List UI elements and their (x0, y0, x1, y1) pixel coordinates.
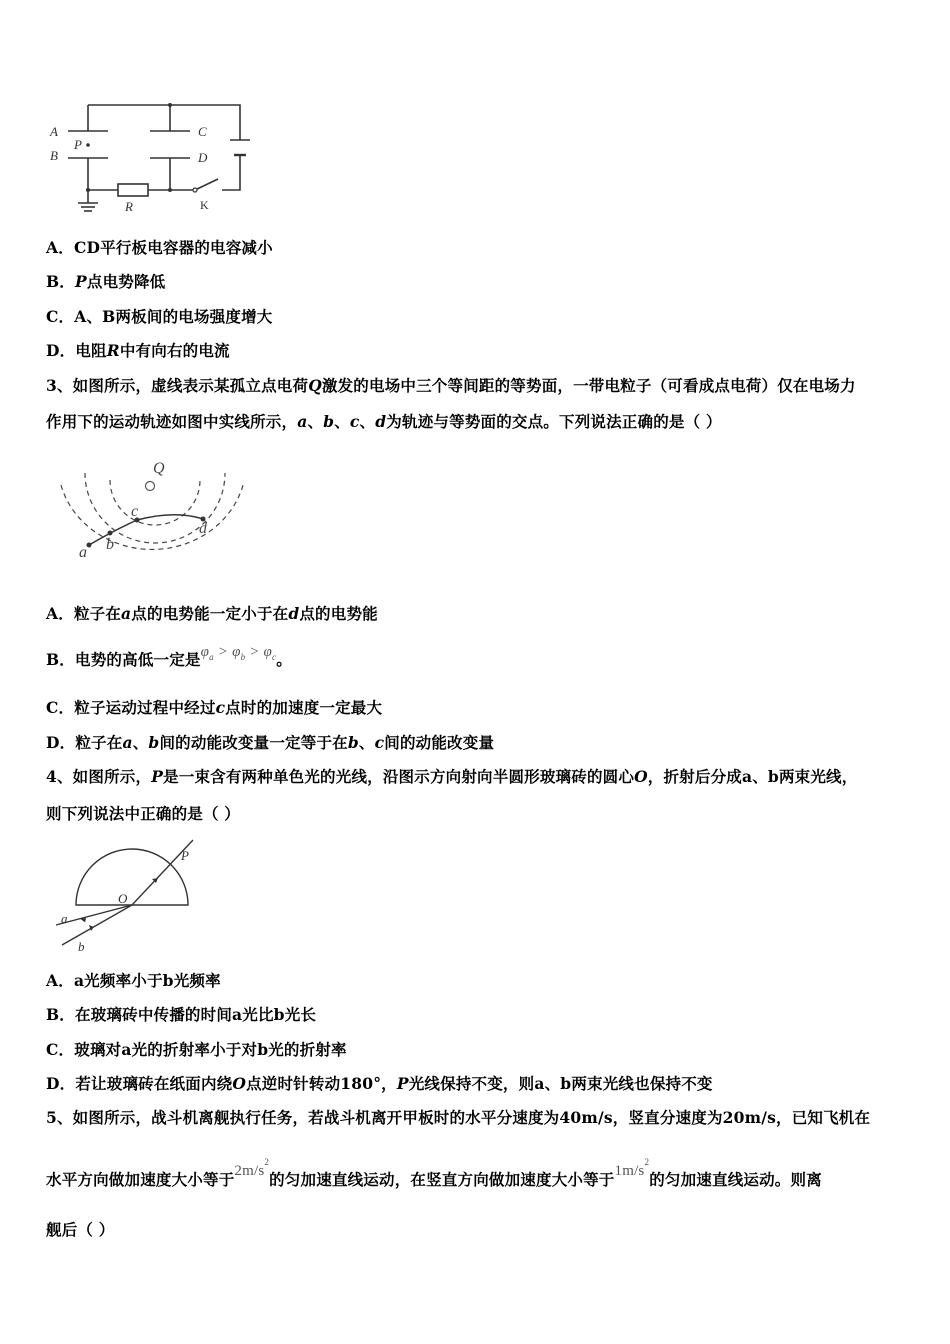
q3-stem-line2: 作用下的运动轨迹如图中实线所示，a、b、c、d为轨迹与等势面的交点。下列说法正确的是（ ） (46, 412, 722, 431)
q3-option-c[interactable]: C．粒子运动过程中经过c点时的加速度一定最大 (46, 698, 383, 717)
glass-prism-figure (48, 835, 218, 960)
label-R: R (125, 199, 133, 214)
q4-option-c[interactable]: C．玻璃对a光的折射率小于对b光的折射率 (46, 1040, 347, 1059)
label-C: C (198, 124, 207, 139)
label-P: P (74, 137, 82, 152)
label-P: P (181, 848, 189, 863)
label-b: b (106, 536, 114, 553)
q3-option-b[interactable]: B．电势的高低一定是$\varphi_a > \varphi_b > \varphi_c$。 (46, 644, 292, 669)
circuit-figure (40, 95, 265, 220)
label-K: K (200, 198, 209, 212)
q5-stem-line1: 5、如图所示，战斗机离舰执行任务，若战斗机离开甲板时的水平分速度为40m/s，竖直分速度为20m/s，已知飞机在 (46, 1108, 871, 1127)
q2-option-a[interactable]: A．CD平行板电容器的电容减小 (46, 238, 273, 257)
q4-stem-line2: 则下列说法中正确的是（ ） (46, 804, 240, 823)
q2-option-d[interactable]: D．电阻R中有向右的电流 (46, 341, 230, 360)
label-D: D (198, 150, 208, 165)
q2-option-b[interactable]: B．P点电势降低 (46, 272, 166, 291)
label-Q: Q (153, 460, 165, 477)
q3-option-d[interactable]: D．粒子在a、b间的动能改变量一定等于在b、c间的动能改变量 (46, 733, 495, 752)
label-B: B (50, 148, 58, 163)
label-O: O (118, 891, 128, 906)
q4-option-d[interactable]: D．若让玻璃砖在纸面内绕O点逆时针转动180°，P光线保持不变，则a、b两束光线也保持不变 (46, 1074, 713, 1093)
label-c: c (131, 503, 139, 520)
q4-option-b[interactable]: B．在玻璃砖中传播的时间a光比b光长 (46, 1005, 317, 1024)
label-a: a (61, 911, 68, 926)
label-a: a (79, 544, 87, 561)
equipotential-figure (55, 455, 255, 580)
q5-stem-line2: 水平方向做加速度大小等于$2m/s^2$的匀加速直线运动，在竖直方向做加速度大小等于$1m/s^2$的匀加速直线运动。则离 (46, 1157, 822, 1189)
q5-stem-line3: 舰后（ ） (46, 1220, 115, 1239)
q3-stem-line1: 3、如图所示，虚线表示某孤立点电荷Q激发的电场中三个等间距的等势面，一带电粒子（可看成点电荷）仅在电场力 (46, 376, 856, 395)
q3-option-a[interactable]: A．粒子在a点的电势能一定小于在d点的电势能 (46, 604, 378, 623)
label-A: A (50, 124, 58, 139)
label-b: b (78, 939, 85, 954)
q4-option-a[interactable]: A．a光频率小于b光频率 (46, 971, 221, 990)
q4-stem-line1: 4、如图所示，P是一束含有两种单色光的光线，沿图示方向射向半圆形玻璃砖的圆心O，折射后分成a、b两束光线， (46, 767, 858, 786)
phi-inequality: $\varphi_a > \varphi_b > \varphi_c$ (200, 644, 277, 662)
q2-option-c[interactable]: C．A、B两板间的电场强度增大 (46, 307, 273, 326)
label-d: d (199, 520, 207, 537)
